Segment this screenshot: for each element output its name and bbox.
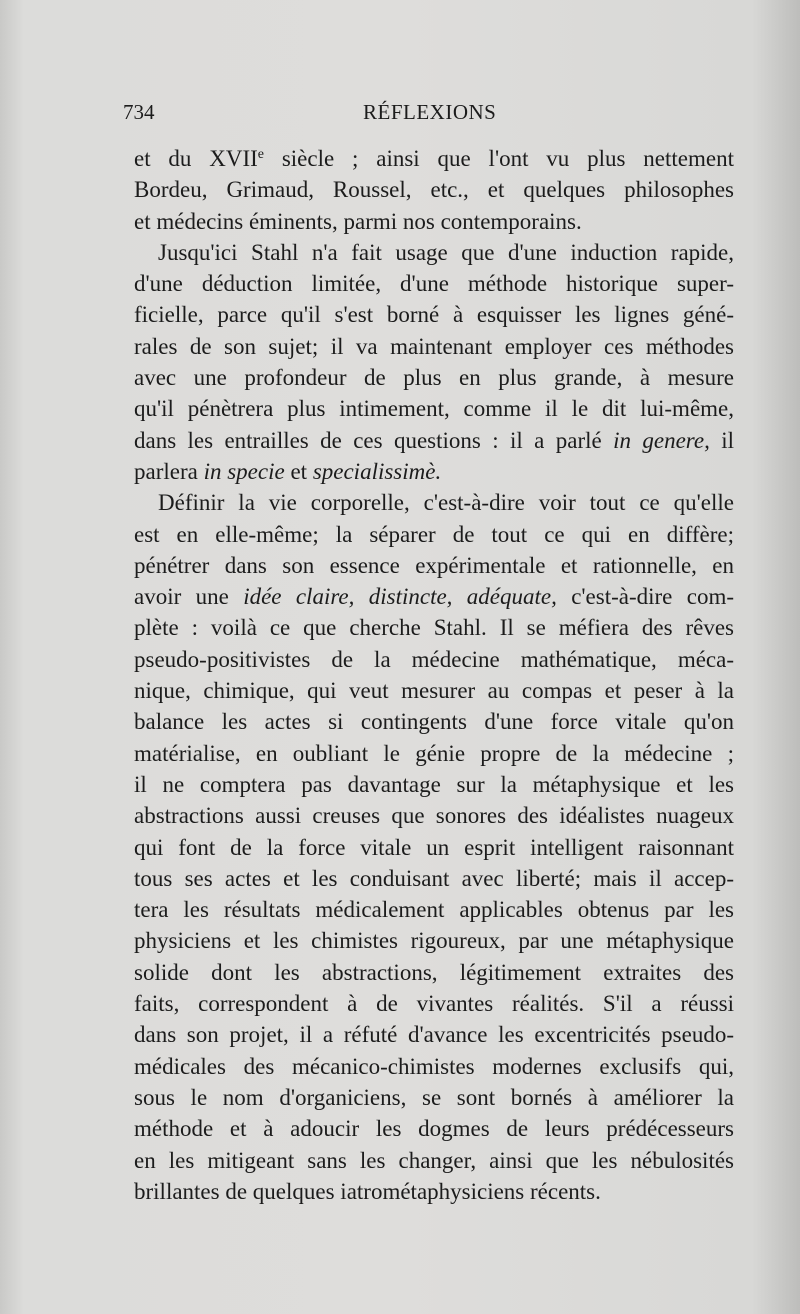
text-line: faits, correspondent à de vivantes réalités. S'il a réussi — [134, 991, 734, 1017]
text-line: rales de son sujet; il va maintenant employer ces méthodes — [134, 333, 734, 359]
text-line: matérialise, en oubliant le génie propre de la médecine ; — [134, 740, 734, 766]
text-line: est en elle-même; la séparer de tout ce qui en diffère; — [134, 521, 734, 547]
text-line: dans les entrailles de ces questions : il a parlé in genere, il — [134, 427, 735, 453]
text-line: d'une déduction limitée, d'une méthode historique super- — [134, 271, 734, 297]
body-text — [134, 143, 734, 1207]
text-line: avec une profondeur de plus en plus grande, à mesure — [134, 365, 734, 391]
page-header — [123, 100, 733, 132]
text-line: abstractions aussi creuses que sonores des idéalistes nuageux — [134, 803, 734, 829]
text-line: médicales des mécanico-chimistes modernes exclusifs qui, — [134, 1053, 734, 1079]
text-line: tous ses actes et les conduisant avec liberté; mais il accep- — [134, 865, 734, 891]
text-line: brillantes de quelques iatrométaphysiciens récents. — [134, 1178, 601, 1204]
text-line: balance les actes si contingents d'une force vitale qu'on — [134, 709, 734, 735]
text-line: physiciens et les chimistes rigoureux, par une métaphysique — [134, 928, 734, 954]
text-line: Jusqu'ici Stahl n'a fait usage que d'une induction rapide, — [158, 239, 734, 265]
page-number: 734 — [123, 100, 155, 124]
text-line: avoir une idée claire, distincte, adéquate, c'est-à-dire com- — [134, 584, 734, 610]
text-line: sous le nom d'organiciens, se sont bornés à améliorer la — [134, 1084, 734, 1110]
text-line: qui font de la force vitale un esprit intelligent raisonnant — [134, 834, 734, 860]
text-line: dans son projet, il a réfuté d'avance les excentricités pseudo- — [134, 1022, 734, 1048]
text-line: et médecins éminents, parmi nos contemporains. — [134, 208, 582, 234]
text-line: en les mitigeant sans les changer, ainsi que les nébulosités — [134, 1147, 734, 1173]
text-line: ficielle, parce qu'il s'est borné à esquisser les lignes géné- — [134, 302, 734, 328]
text-line: il ne comptera pas davantage sur la métaphysique et les — [134, 771, 734, 797]
text-line: plète : voilà ce que cherche Stahl. Il se méfiera des rêves — [134, 615, 734, 641]
text-line: solide dont les abstractions, légitimement extraites des — [134, 959, 734, 985]
text-line: méthode et à adoucir les dogmes de leurs prédécesseurs — [134, 1116, 734, 1142]
text-line: et du XVIIe siècle ; ainsi que l'ont vu plus nettement — [134, 146, 734, 171]
text-line: tera les résultats médicalement applicables obtenus par les — [134, 897, 734, 923]
text-line: nique, chimique, qui veut mesurer au compas et peser à la — [134, 678, 734, 704]
text-line: qu'il pénètrera plus intimement, comme il le dit lui-même, — [134, 396, 734, 422]
text-line: pénétrer dans son essence expérimentale et rationnelle, en — [134, 552, 734, 578]
running-title: RÉFLEXIONS — [363, 100, 497, 124]
text-line: pseudo-positivistes de la médecine mathématique, méca- — [134, 646, 734, 672]
text-line: parlera in specie et specialissimè. — [134, 458, 442, 484]
text-line: Définir la vie corporelle, c'est-à-dire voir tout ce qu'elle — [158, 490, 734, 516]
text-line: Bordeu, Grimaud, Roussel, etc., et quelques philosophes — [134, 177, 734, 203]
